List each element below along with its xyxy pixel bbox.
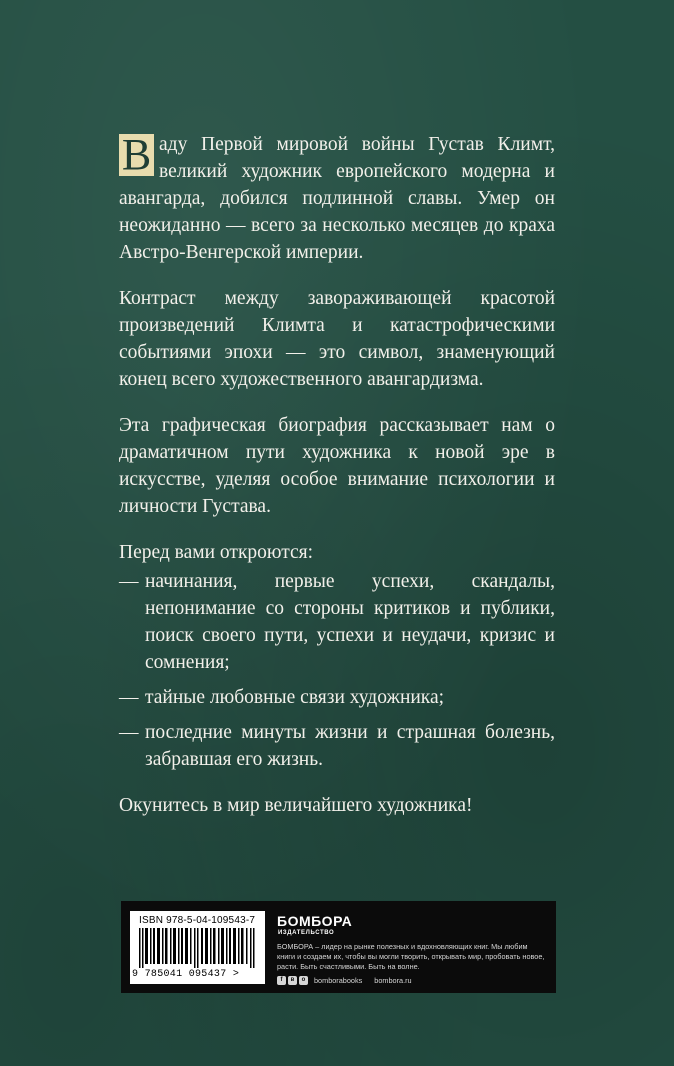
social-handle[interactable]: bomborabooks	[314, 976, 363, 985]
facebook-icon[interactable]: f	[277, 976, 286, 985]
odnoklassniki-icon[interactable]: о	[299, 976, 308, 985]
paragraph-intro-text: аду Первой мировой войны Густав Климт, великий художник европейского модерна и авангарда, добился подлинной славы. Умер он неожиданно — всего за несколько месяцев до краха Австро-Венгерской империи.	[119, 134, 555, 263]
barcode-digits: 9 785041 095437 >	[132, 969, 240, 980]
description-text	[119, 131, 555, 838]
highlights-list	[119, 568, 555, 773]
publisher-subtitle: ИЗДАТЕЛЬСТВО	[278, 930, 335, 936]
barcode	[130, 911, 265, 984]
paragraph-contrast: Контраст между завораживающей красотой произведений Климта и катастрофическими событиями эпохи — это символ, знаменующий конец всего художественного авангардизма.	[119, 288, 555, 390]
closing-line: Окунитесь в мир величайшего художника!	[119, 795, 473, 816]
isbn-number: ISBN 978-5-04-109543-7	[139, 915, 256, 926]
drop-cap: В	[119, 134, 154, 176]
publisher-footer	[121, 901, 556, 993]
publisher-logo: БОМБОРА	[277, 913, 353, 929]
barcode-bars	[139, 928, 257, 968]
list-intro: Перед вами откроются:	[119, 542, 314, 563]
list-item: — последние минуты жизни и страшная болезнь, забравшая его жизнь.	[119, 722, 555, 770]
vk-icon[interactable]: в	[288, 976, 297, 985]
paragraph-intro	[119, 131, 555, 266]
publisher-slogan: БОМБОРА – лидер на рынке полезных и вдохновляющих книг. Мы любим книги и создаем их, чтобы вы могли творить, открывать мир, пробовать новое, расти. Быть счастливыми. Быть на волне.	[277, 942, 545, 971]
list-item: — начинания, первые успехи, скандалы, непонимание со стороны критиков и публики, поиск своего пути, успехи и неудачи, кризис и сомнения;	[119, 571, 555, 673]
social-links	[277, 976, 412, 985]
list-item: — тайные любовные связи художника;	[119, 687, 445, 708]
paragraph-biography: Эта графическая биография рассказывает нам о драматичном пути художника к новой эре в искусстве, уделяя особое внимание психологии и личности Густава.	[119, 415, 555, 517]
website-link[interactable]: bombora.ru	[374, 976, 412, 985]
